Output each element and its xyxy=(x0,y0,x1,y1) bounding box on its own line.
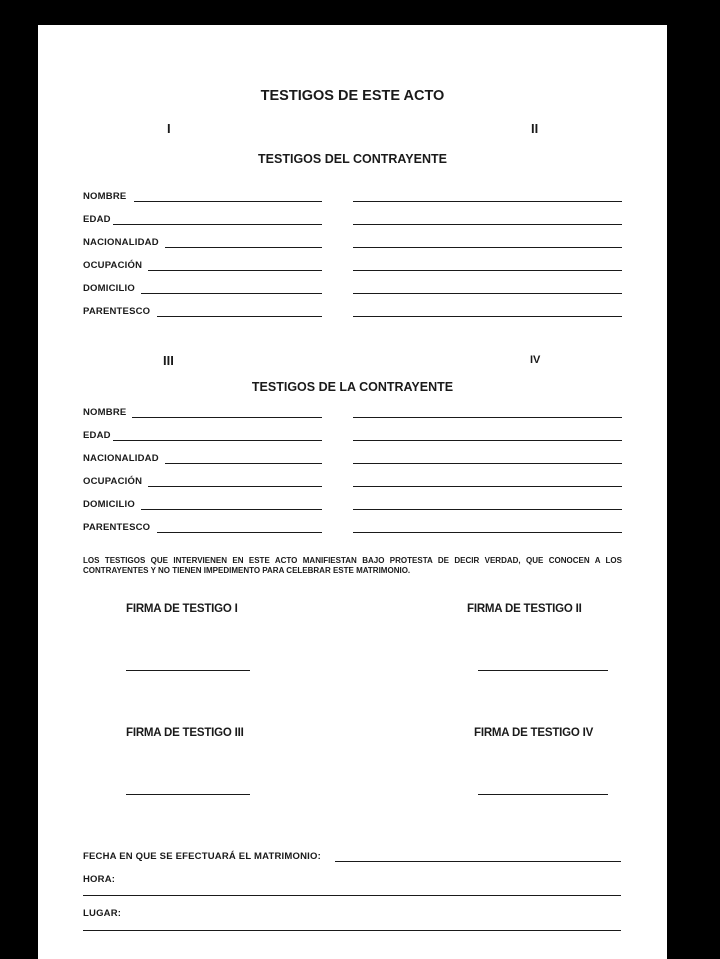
field-label-nombre: NOMBRE xyxy=(83,191,127,202)
roman-numeral-ii: II xyxy=(531,121,539,136)
section1-heading: TESTIGOS DEL CONTRAYENTE xyxy=(258,152,447,166)
field-label-domicilio: DOMICILIO xyxy=(83,499,135,510)
form-title: TESTIGOS DE ESTE ACTO xyxy=(260,88,445,104)
field-label-edad: EDAD xyxy=(83,214,111,225)
field-line-nacionalidad-i[interactable] xyxy=(165,247,322,248)
field-line-domicilio-iv[interactable] xyxy=(353,509,622,510)
form-page xyxy=(38,25,667,959)
field-line-nombre-ii[interactable] xyxy=(353,201,622,202)
field-line-edad-iii[interactable] xyxy=(113,440,322,441)
field-line-domicilio-iii[interactable] xyxy=(141,509,322,510)
lugar-label: LUGAR: xyxy=(83,908,122,919)
declaration-text: LOS TESTIGOS QUE INTERVIENEN EN ESTE ACTO MANIFIESTAN BAJO PROTESTA DE DECIR VERDAD, QUE CONOCEN A LOS CONTRAYENTES Y NO TIENEN IMPEDIMENTO PARA CELEBRAR ESTE MATRIMONIO. xyxy=(83,556,622,575)
field-line-ocupacion-iii[interactable] xyxy=(148,486,322,487)
field-line-parentesco-iv[interactable] xyxy=(353,532,622,533)
field-label-nacionalidad: NACIONALIDAD xyxy=(83,453,159,464)
field-line-nombre-iv[interactable] xyxy=(353,417,622,418)
signature-line-witness-1[interactable] xyxy=(126,670,250,671)
field-line-domicilio-i[interactable] xyxy=(141,293,322,294)
field-line-ocupacion-ii[interactable] xyxy=(353,270,622,271)
signature-label-witness-3: FIRMA DE TESTIGO III xyxy=(126,727,244,739)
field-label-parentesco: PARENTESCO xyxy=(83,522,151,533)
field-line-nombre-iii[interactable] xyxy=(132,417,322,418)
signature-label-witness-1: FIRMA DE TESTIGO I xyxy=(126,603,238,615)
field-label-parentesco: PARENTESCO xyxy=(83,306,151,317)
field-line-ocupacion-iv[interactable] xyxy=(353,486,622,487)
field-line-parentesco-ii[interactable] xyxy=(353,316,622,317)
signature-line-witness-2[interactable] xyxy=(478,670,608,671)
field-line-nacionalidad-ii[interactable] xyxy=(353,247,622,248)
field-line-nacionalidad-iv[interactable] xyxy=(353,463,622,464)
field-line-parentesco-i[interactable] xyxy=(157,316,322,317)
roman-numeral-iv: IV xyxy=(530,354,541,366)
field-line-edad-ii[interactable] xyxy=(353,224,622,225)
hora-label: HORA: xyxy=(83,874,116,885)
signature-label-witness-4: FIRMA DE TESTIGO IV xyxy=(474,727,594,739)
field-line-parentesco-iii[interactable] xyxy=(157,532,322,533)
field-label-nacionalidad: NACIONALIDAD xyxy=(83,237,159,248)
field-line-nacionalidad-iii[interactable] xyxy=(165,463,322,464)
fecha-label: FECHA EN QUE SE EFECTUARÁ EL MATRIMONIO: xyxy=(83,851,321,862)
field-label-ocupacion: OCUPACIÓN xyxy=(83,260,143,271)
fecha-line[interactable] xyxy=(335,861,621,862)
lugar-line[interactable] xyxy=(83,930,621,931)
field-label-domicilio: DOMICILIO xyxy=(83,283,135,294)
field-line-edad-i[interactable] xyxy=(113,224,322,225)
signature-label-witness-2: FIRMA DE TESTIGO II xyxy=(467,603,582,615)
field-line-edad-iv[interactable] xyxy=(353,440,622,441)
section2-heading: TESTIGOS DE LA CONTRAYENTE xyxy=(251,380,454,394)
field-label-nombre: NOMBRE xyxy=(83,407,127,418)
field-label-ocupacion: OCUPACIÓN xyxy=(83,476,143,487)
field-line-ocupacion-i[interactable] xyxy=(148,270,322,271)
roman-numeral-iii: III xyxy=(163,353,174,368)
roman-numeral-i: I xyxy=(167,121,171,136)
field-line-nombre-i[interactable] xyxy=(134,201,322,202)
signature-line-witness-3[interactable] xyxy=(126,794,250,795)
field-label-edad: EDAD xyxy=(83,430,111,441)
field-line-domicilio-ii[interactable] xyxy=(353,293,622,294)
hora-line[interactable] xyxy=(83,895,621,896)
signature-line-witness-4[interactable] xyxy=(478,794,608,795)
